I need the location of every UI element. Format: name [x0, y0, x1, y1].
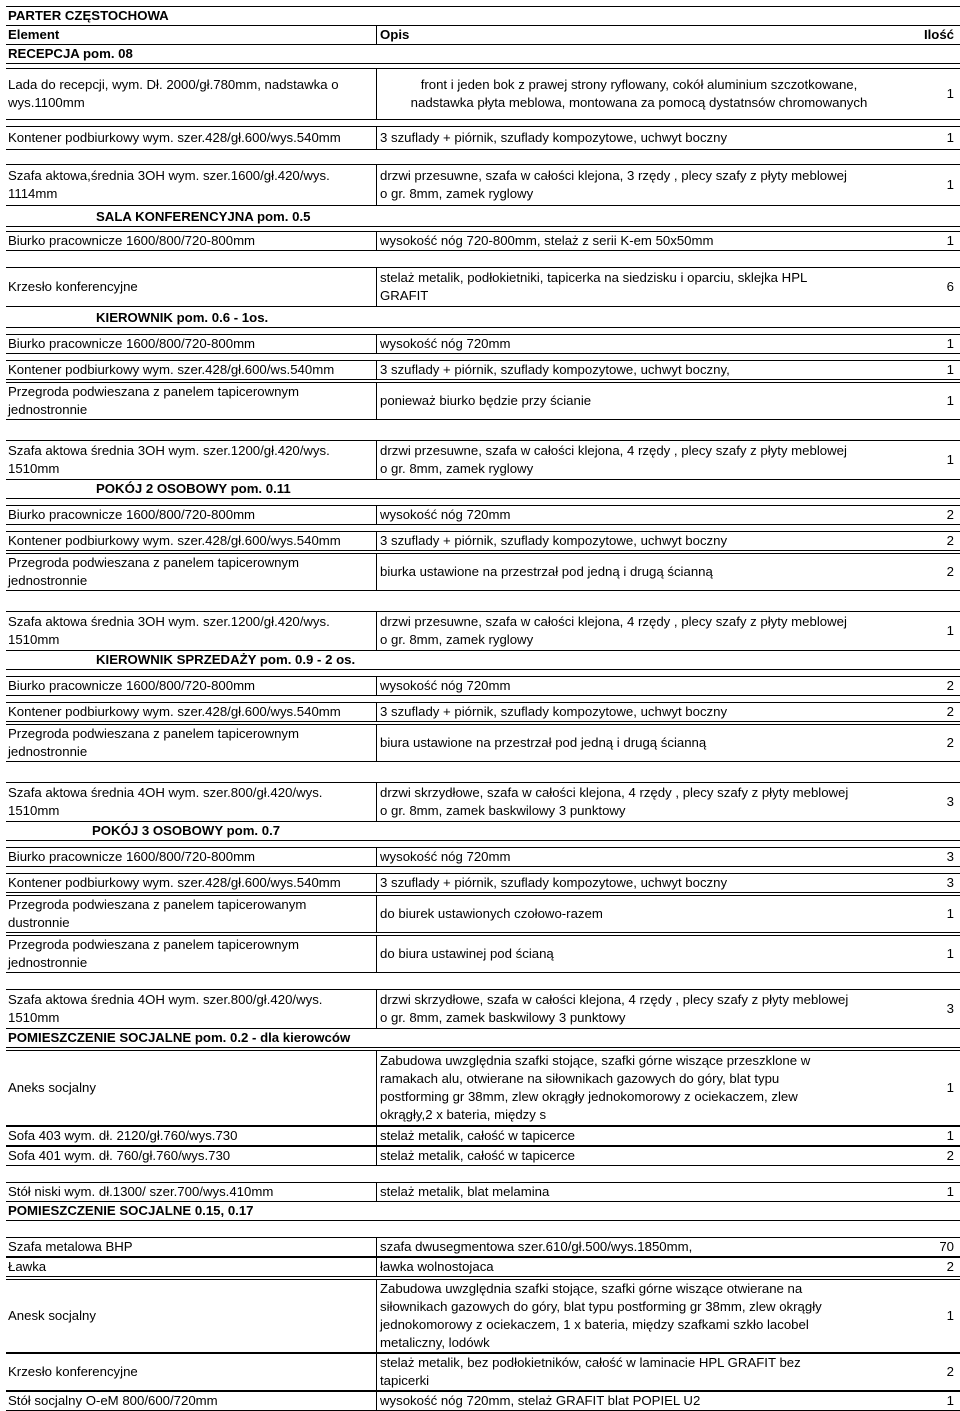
section-title: POKÓJ 3 OSOBOWY pom. 0.7 [92, 823, 281, 838]
element-cell: Kontener podbiurkowy wym. szer.428/gł.600/wys.540mm [8, 875, 341, 890]
section-header-row [6, 480, 960, 499]
section-title: SALA KONFERENCYJNA pom. 0.5 [96, 209, 311, 224]
description-cell: 3 szuflady + piórnik, szuflady kompozytowe, uchwyt boczny [380, 704, 728, 719]
quantity-cell: 2 [946, 704, 954, 719]
section-title: KIEROWNIK SPRZEDAŻY pom. 0.9 - 2 os. [96, 652, 356, 667]
quantity-cell: 1 [946, 906, 954, 921]
table-row [6, 164, 960, 206]
description-cell: ławka wolnostojaca [380, 1259, 494, 1274]
quantity-cell: 2 [946, 564, 954, 579]
table-row [6, 1391, 960, 1411]
quantity-cell: 1 [946, 1128, 954, 1143]
element-cell: Stół socjalny O-eM 800/600/720mm [8, 1393, 218, 1408]
quantity-cell: 1 [946, 130, 954, 145]
element-cell: Krzesło konferencyjne [8, 279, 138, 294]
table-row [6, 1050, 960, 1126]
document-page [6, 6, 960, 1411]
quantity-cell: 2 [946, 533, 954, 548]
description-cell: drzwi przesuwne, szafa w całości klejona, 4 rzędy , plecy szafy z płyty meblowej o gr. 8mm, zamek ryglowy [380, 443, 847, 476]
description-cell: stelaż metalik, podłokietniki, tapicerka na siedzisku i oparciu, sklejka HPL GRAFIT [380, 270, 808, 303]
items-table [6, 64, 960, 1411]
quantity-cell: 2 [946, 1148, 954, 1163]
quantity-cell: 2 [946, 1364, 954, 1379]
table-row [6, 531, 960, 551]
table-row [6, 267, 960, 307]
element-cell: Biurko pracownicze 1600/800/720-800mm [8, 849, 256, 864]
quantity-cell: 1 [946, 946, 954, 961]
section-header-row [6, 309, 960, 328]
element-cell: Sofa 403 wym. dł. 2120/gł.760/wys.730 [8, 1128, 238, 1143]
document-title: PARTER CZĘSTOCHOWA [8, 8, 169, 23]
table-row [6, 1126, 960, 1146]
description-cell: wysokość nóg 720mm [380, 336, 511, 351]
table-row [6, 873, 960, 893]
element-cell: Kontener podbiurkowy wym. szer.428/gł.600/ws.540mm [8, 362, 335, 377]
element-cell: Biurko pracownicze 1600/800/720-800mm [8, 507, 256, 522]
table-row [6, 611, 960, 651]
table-row [6, 676, 960, 696]
element-cell: Ławka [8, 1259, 47, 1274]
quantity-cell: 3 [946, 875, 954, 890]
room-header-row [6, 44, 960, 64]
quantity-cell: 1 [946, 336, 954, 351]
table-row [6, 1237, 960, 1257]
element-cell: Sofa 401 wym. dł. 760/gł.760/wys.730 [8, 1148, 231, 1163]
element-cell: Szafa aktowa,średnia 3OH wym. szer.1600/gł.420/wys. 1114mm [8, 168, 330, 201]
element-cell: Stół niski wym. dł.1300/ szer.700/wys.410mm [8, 1184, 274, 1199]
document-title-row [6, 6, 960, 25]
element-cell: Przegroda podwieszana z panelem tapicerowanym dustronnie [8, 897, 307, 930]
element-cell: Szafa aktowa średnia 4OH wym. szer.800/gł.420/wys. 1510mm [8, 992, 323, 1025]
table-row [6, 935, 960, 973]
quantity-cell: 6 [946, 279, 954, 294]
section-header-row [6, 1029, 960, 1048]
table-row [6, 126, 960, 150]
section-header-row [6, 651, 960, 670]
table-row [6, 895, 960, 933]
quantity-cell: 2 [946, 735, 954, 750]
table-row [6, 440, 960, 480]
quantity-cell: 1 [946, 1080, 954, 1095]
quantity-cell: 1 [946, 233, 954, 248]
element-cell: Przegroda podwieszana z panelem tapicerownym jednostronnie [8, 726, 300, 759]
column-header-row [6, 25, 960, 44]
quantity-cell: 1 [946, 393, 954, 408]
description-cell: stelaż metalik, blat melamina [380, 1184, 550, 1199]
table-row [6, 989, 960, 1029]
description-cell: 3 szuflady + piórnik, szuflady kompozytowe, uchwyt boczny, [380, 362, 730, 377]
description-cell: biurka ustawione na przestrzał pod jedną i drugą ścianną [380, 564, 713, 579]
table-row [6, 360, 960, 380]
quantity-cell: 2 [946, 507, 954, 522]
table-row [6, 782, 960, 822]
description-cell: do biura ustawinej pod ścianą [380, 946, 554, 961]
quantity-cell: 1 [946, 86, 954, 101]
table-row [6, 702, 960, 722]
quantity-cell: 1 [946, 1308, 954, 1323]
table-row [6, 1182, 960, 1202]
quantity-cell: 3 [946, 794, 954, 809]
description-cell: drzwi skrzydłowe, szafa w całości klejona, 4 rzędy , plecy szafy z płyty meblowej o gr. 8mm, zamek baskwilowy 3 punktowy [380, 992, 849, 1025]
quantity-cell: 1 [946, 623, 954, 638]
quantity-cell: 1 [946, 1184, 954, 1199]
quantity-cell: 3 [946, 849, 954, 864]
description-cell: drzwi przesuwne, szafa w całości klejona, 4 rzędy , plecy szafy z płyty meblowej o gr. 8mm, zamek ryglowy [380, 614, 847, 647]
description-cell: wysokość nóg 720-800mm, stelaż z serii K-em 50x50mm [380, 233, 714, 248]
element-cell: Biurko pracownicze 1600/800/720-800mm [8, 233, 256, 248]
element-cell: Szafa aktowa średnia 4OH wym. szer.800/gł.420/wys. 1510mm [8, 785, 323, 818]
section-header-row [6, 822, 960, 841]
quantity-cell: 2 [946, 678, 954, 693]
quantity-cell: 1 [946, 452, 954, 467]
quantity-cell: 1 [946, 362, 954, 377]
description-cell: 3 szuflady + piórnik, szuflady kompozytowe, uchwyt boczny [380, 130, 728, 145]
element-cell: Lada do recepcji, wym. Dł. 2000/gł.780mm, nadstawka o wys.1100mm [8, 77, 339, 110]
element-cell: Aneks socjalny [8, 1080, 96, 1095]
section-header-row [6, 1202, 960, 1221]
description-cell: wysokość nóg 720mm, stelaż GRAFIT blat POPIEL U2 [380, 1393, 701, 1408]
quantity-cell: 70 [939, 1239, 954, 1254]
table-row [6, 1257, 960, 1277]
table-row [6, 1279, 960, 1353]
table-row [6, 847, 960, 867]
description-cell: biura ustawione na przestrzał pod jedną i drugą ścianną [380, 735, 707, 750]
description-cell: wysokość nóg 720mm [380, 507, 511, 522]
description-cell: do biurek ustawionych czołowo-razem [380, 906, 603, 921]
table-row [6, 505, 960, 525]
element-cell: Przegroda podwieszana z panelem tapicerownym jednostronnie [8, 384, 300, 417]
column-header-ilosc: Ilość [923, 27, 954, 42]
element-cell: Kontener podbiurkowy wym. szer.428/gł.600/wys.540mm [8, 130, 341, 145]
element-cell: Anesk socjalny [8, 1308, 96, 1323]
description-cell: Zabudowa uwzględnia szafki stojące, szafki górne wiszące przeszklone w ramakach alu, otwierane na siłownikach gazowych do góry, blat typu postforming gr 38mm, zlew okrągły jednokomorowy z ociekaczem, zlew okrągły,2 x bateria, między s [380, 1053, 811, 1122]
quantity-cell: 3 [946, 1001, 954, 1016]
quantity-cell: 1 [946, 177, 954, 192]
element-cell: Kontener podbiurkowy wym. szer.428/gł.600/wys.540mm [8, 533, 341, 548]
element-cell: Biurko pracownicze 1600/800/720-800mm [8, 678, 256, 693]
section-title: KIEROWNIK pom. 0.6 - 1os. [96, 310, 269, 325]
section-header-row [6, 208, 960, 227]
description-cell: drzwi skrzydłowe, szafa w całości klejona, 4 rzędy , plecy szafy z płyty meblowej o gr. 8mm, zamek baskwilowy 3 punktowy [380, 785, 849, 818]
description-cell: stelaż metalik, całość w tapicerce [380, 1148, 575, 1163]
section-title: POMIESZCZENIE SOCJALNE 0.15, 0.17 [8, 1203, 254, 1218]
element-cell: Kontener podbiurkowy wym. szer.428/gł.600/wys.540mm [8, 704, 341, 719]
element-cell: Przegroda podwieszana z panelem tapicerownym jednostronnie [8, 937, 300, 970]
table-row [6, 1353, 960, 1391]
description-cell: stelaż metalik, bez podłokietników, całość w laminacie HPL GRAFIT bez tapicerki [380, 1355, 801, 1388]
description-cell: 3 szuflady + piórnik, szuflady kompozytowe, uchwyt boczny [380, 533, 728, 548]
table-row [6, 68, 960, 120]
section-title: POMIESZCZENIE SOCJALNE pom. 0.2 - dla kierowców [8, 1030, 351, 1045]
description-cell: drzwi przesuwne, szafa w całości klejona, 3 rzędy , plecy szafy z płyty meblowej o gr. 8mm, zamek ryglowy [380, 168, 847, 201]
element-cell: Biurko pracownicze 1600/800/720-800mm [8, 336, 256, 351]
description-cell: stelaż metalik, całość w tapicerce [380, 1128, 575, 1143]
description-cell: 3 szuflady + piórnik, szuflady kompozytowe, uchwyt boczny [380, 875, 728, 890]
element-cell: Szafa aktowa średnia 3OH wym. szer.1200/gł.420/wys. 1510mm [8, 614, 330, 647]
quantity-cell: 2 [946, 1259, 954, 1274]
table-row [6, 231, 960, 251]
table-row [6, 724, 960, 762]
description-cell: front i jeden bok z prawej strony ryflowany, cokół aluminium szczotkowane, nadstawka płyta meblowa, montowana za pomocą dystatnsów chromowanych [410, 77, 868, 110]
description-cell: ponieważ biurko będzie przy ścianie [380, 393, 592, 408]
table-row [6, 553, 960, 591]
description-cell: szafa dwusegmentowa szer.610/gł.500/wys.1850mm, [380, 1239, 693, 1254]
description-cell: wysokość nóg 720mm [380, 678, 511, 693]
description-cell: Zabudowa uwzględnia szafki stojące, szafki górne wiszące otwierane na siłownikach gazowych do góry, blat typu postforming gr 38mm, zlew okrągły jednokomorowy z ociekaczem, 1 x bateria, między szafkami szkło lacobel metaliczny, lodówk [380, 1281, 822, 1350]
room-header: RECEPCJA pom. 08 [8, 46, 133, 61]
element-cell: Krzesło konferencyjne [8, 1364, 138, 1379]
description-cell: wysokość nóg 720mm [380, 849, 511, 864]
column-header-element: Element [8, 27, 60, 42]
element-cell: Przegroda podwieszana z panelem tapicerownym jednostronnie [8, 555, 300, 588]
table-row [6, 382, 960, 420]
element-cell: Szafa aktowa średnia 3OH wym. szer.1200/gł.420/wys. 1510mm [8, 443, 330, 476]
table-row [6, 334, 960, 354]
quantity-cell: 1 [946, 1393, 954, 1408]
section-title: POKÓJ 2 OSOBOWY pom. 0.11 [96, 481, 291, 496]
element-cell: Szafa metalowa BHP [8, 1239, 133, 1254]
table-row [6, 1146, 960, 1166]
column-header-opis: Opis [380, 27, 410, 42]
